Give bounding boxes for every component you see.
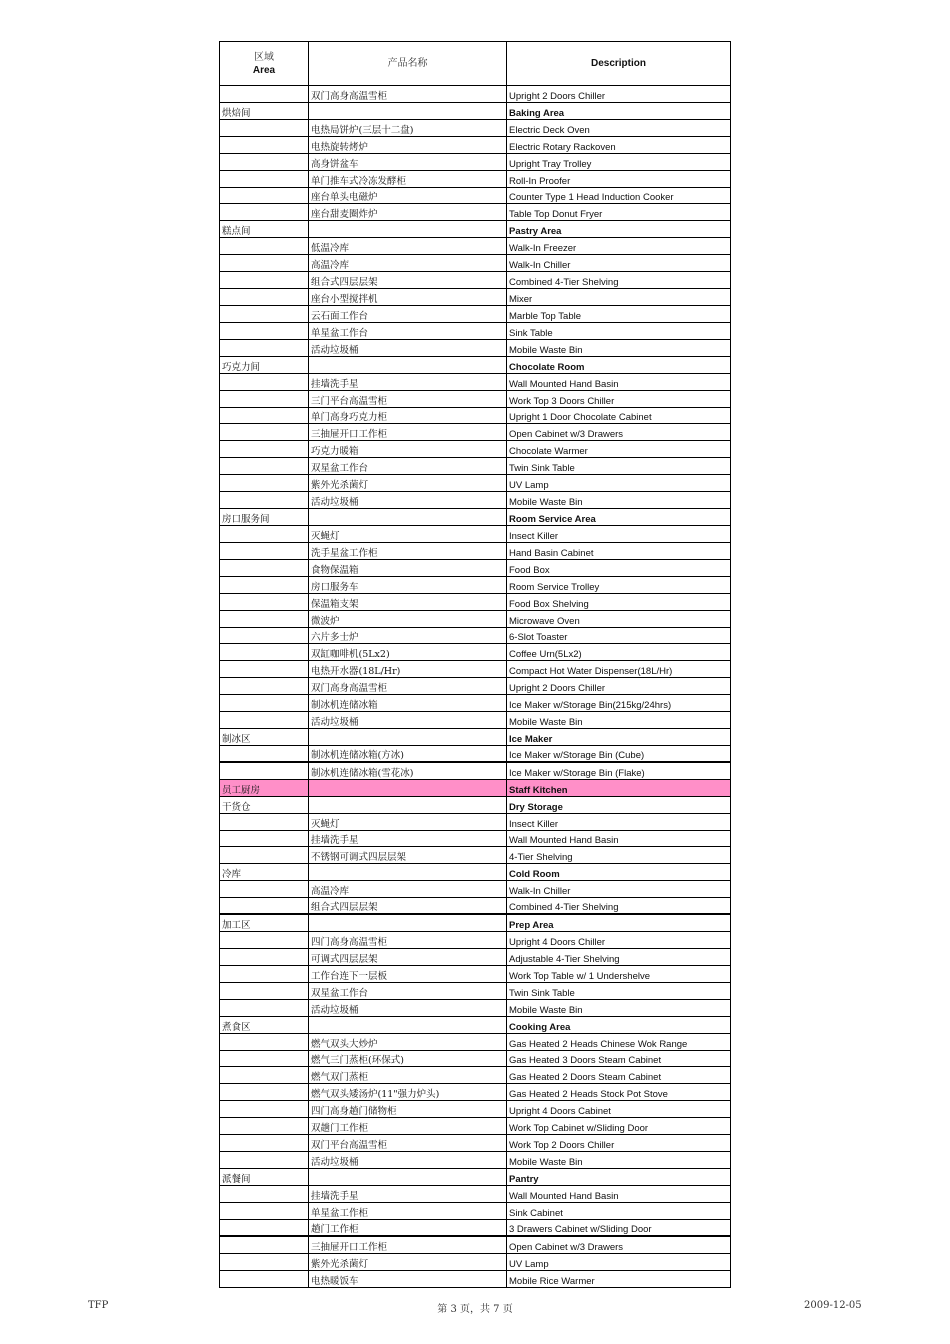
table-row: [220, 594, 730, 611]
area-cell: [220, 1118, 309, 1134]
product-name-cell: 电热旋转烤炉: [309, 137, 507, 153]
area-cell: 巧克力间: [220, 357, 309, 373]
product-name-cell: 单门高身巧克力柜: [309, 408, 507, 424]
table-row: [220, 746, 730, 763]
description-cell: Upright 1 Door Chocolate Cabinet: [509, 412, 652, 424]
table-row: [220, 560, 730, 577]
description-cell: Pantry: [509, 1173, 539, 1185]
section-row: [220, 357, 730, 374]
product-name-cell: [309, 221, 507, 237]
description-cell: Gas Heated 2 Heads Chinese Wok Range: [509, 1038, 688, 1050]
area-cell: [220, 831, 309, 847]
table-row: [220, 458, 730, 475]
section-row: [220, 864, 730, 881]
product-name-cell: [309, 780, 507, 796]
area-cell: [220, 644, 309, 660]
product-name-cell: 座台小型搅拌机: [309, 289, 507, 305]
area-cell: [220, 881, 309, 897]
table-row: [220, 272, 730, 289]
description-cell: Baking Area: [509, 107, 565, 119]
description-cell: Sink Table: [509, 327, 553, 339]
product-name-cell: 活动垃圾桶: [309, 340, 507, 356]
area-cell: [220, 1034, 309, 1050]
area-cell: 糕点间: [220, 221, 309, 237]
table-row: [220, 1135, 730, 1152]
table-row: [220, 289, 730, 306]
area-cell: [220, 272, 309, 288]
table-row: [220, 847, 730, 864]
area-cell: [220, 408, 309, 424]
table-row: [220, 628, 730, 645]
product-name-cell: 六片多士炉: [309, 628, 507, 644]
table-row: [220, 983, 730, 1000]
area-cell: [220, 323, 309, 339]
description-cell: Food Box Shelving: [509, 598, 589, 610]
description-cell: Insect Killer: [509, 530, 559, 542]
product-name-cell: 双星盆工作台: [309, 458, 507, 474]
product-name-cell: 微波炉: [309, 611, 507, 627]
table-row: [220, 1000, 730, 1017]
product-name-cell: 高身饼盆车: [309, 154, 507, 170]
area-cell: 冷库: [220, 864, 309, 880]
product-name-cell: 双门高身高温雪柜: [309, 86, 507, 102]
area-cell: [220, 898, 309, 913]
area-cell: [220, 746, 309, 761]
product-name-cell: 双星盆工作台: [309, 983, 507, 999]
description-cell: Chocolate Warmer: [509, 446, 588, 458]
area-cell: [220, 374, 309, 390]
product-name-cell: 高温冷库: [309, 255, 507, 271]
description-cell: Ice Maker w/Storage Bin (Flake): [509, 767, 645, 779]
product-name-cell: 燃气三门蒸柜(环保式): [309, 1051, 507, 1067]
product-name-cell: 挂墙洗手星: [309, 374, 507, 390]
description-cell: Work Top 3 Doors Chiller: [509, 395, 615, 407]
table-row: [220, 611, 730, 628]
description-cell: Pastry Area: [509, 226, 562, 238]
product-name-cell: 电热局饼炉(三层十二盘): [309, 120, 507, 136]
area-cell: 制冰区: [220, 729, 309, 745]
product-name-cell: 制冰机连储冰箱(方冰): [309, 746, 507, 761]
table-row: [220, 238, 730, 255]
table-row: [220, 171, 730, 188]
table-row: [220, 492, 730, 509]
area-cell: [220, 306, 309, 322]
product-name-cell: 可调式四层层架: [309, 949, 507, 965]
table-row: [220, 644, 730, 661]
description-cell: Upright 2 Doors Chiller: [509, 683, 606, 695]
table-row: [220, 526, 730, 543]
table-row: [220, 1067, 730, 1084]
section-row: [220, 1017, 730, 1034]
area-cell: [220, 86, 309, 102]
section-row: [220, 729, 730, 746]
area-cell: [220, 391, 309, 407]
area-header-en: Area: [252, 64, 276, 76]
section-row: [220, 780, 730, 797]
product-header-zh: 产品名称: [387, 58, 428, 69]
description-cell: Work Top Table w/ 1 Undershelve: [509, 970, 650, 982]
product-name-cell: 电热开水器(18L/Hr): [309, 661, 507, 677]
table-row: [220, 1220, 730, 1237]
description-cell: 6-Slot Toaster: [509, 632, 568, 644]
product-name-cell: [309, 357, 507, 373]
table-row: [220, 408, 730, 425]
section-row: [220, 1169, 730, 1186]
product-name-cell: 挂墙洗手星: [309, 831, 507, 847]
description-cell: Room Service Area: [509, 513, 596, 525]
product-name-cell: 电热暖饭车: [309, 1271, 507, 1288]
description-cell: Wall Mounted Hand Basin: [509, 1190, 619, 1202]
table-row: [220, 120, 730, 137]
description-cell: UV Lamp: [509, 1258, 549, 1270]
table-row: [220, 1237, 730, 1254]
table-row: [220, 255, 730, 272]
product-name-cell: [309, 864, 507, 880]
description-cell: Upright 4 Doors Cabinet: [509, 1106, 611, 1118]
product-name-cell: [309, 103, 507, 119]
area-cell: [220, 424, 309, 440]
description-cell: Walk-In Chiller: [509, 260, 571, 272]
description-cell: Mobile Waste Bin: [509, 344, 583, 356]
area-cell: [220, 475, 309, 491]
table-row: [220, 949, 730, 966]
area-cell: [220, 966, 309, 982]
description-cell: Twin Sink Table: [509, 463, 575, 475]
product-column-header: [309, 42, 507, 85]
table-row: [220, 1084, 730, 1101]
product-name-cell: [309, 1169, 507, 1185]
description-cell: Ice Maker w/Storage Bin(215kg/24hrs): [509, 700, 672, 712]
product-name-cell: 燃气双门蒸柜: [309, 1067, 507, 1083]
description-cell: Wall Mounted Hand Basin: [509, 378, 619, 390]
table-row: [220, 1271, 730, 1288]
description-cell: Ice Maker w/Storage Bin (Cube): [509, 749, 645, 761]
area-cell: [220, 661, 309, 677]
table-row: [220, 881, 730, 898]
description-cell: Wall Mounted Hand Basin: [509, 835, 619, 847]
table-row: [220, 932, 730, 949]
area-cell: [220, 847, 309, 863]
description-column-header: [507, 42, 730, 85]
product-name-cell: 燃气双头矮汤炉(11"强力炉头): [309, 1084, 507, 1100]
product-name-cell: 洗手星盆工作柜: [309, 543, 507, 559]
section-row: [220, 509, 730, 526]
description-cell: Mixer: [509, 293, 533, 305]
area-cell: 派餐间: [220, 1169, 309, 1185]
description-cell: Table Top Donut Fryer: [509, 209, 603, 221]
description-cell: Microwave Oven: [509, 615, 580, 627]
table-row: [220, 475, 730, 492]
table-row: [220, 1203, 730, 1220]
product-name-cell: [309, 797, 507, 813]
description-cell: Cold Room: [509, 869, 560, 881]
description-cell: Twin Sink Table: [509, 987, 575, 999]
table-header: [220, 42, 730, 86]
description-cell: Roll-In Proofer: [509, 175, 571, 187]
footer-date: 2009-12-05: [804, 1300, 862, 1311]
area-column-header: [220, 42, 309, 85]
description-cell: Coffee Urn(5Lx2): [509, 649, 582, 661]
description-cell: Walk-In Freezer: [509, 243, 577, 255]
product-name-cell: 活动垃圾桶: [309, 1000, 507, 1016]
product-name-cell: 三抽屉开口工作柜: [309, 1237, 507, 1253]
description-cell: Cooking Area: [509, 1021, 571, 1033]
area-cell: [220, 137, 309, 153]
section-row: [220, 103, 730, 120]
table-row: [220, 661, 730, 678]
area-cell: [220, 1051, 309, 1067]
description-cell: Compact Hot Water Dispenser(18L/Hr): [509, 666, 673, 678]
table-row: [220, 374, 730, 391]
product-name-cell: 活动垃圾桶: [309, 492, 507, 508]
description-cell: Gas Heated 3 Doors Steam Cabinet: [509, 1055, 662, 1067]
area-cell: [220, 154, 309, 170]
description-cell: Electric Rotary Rackoven: [509, 141, 616, 153]
table-row: [220, 814, 730, 831]
area-cell: [220, 543, 309, 559]
product-name-cell: 灭蝇灯: [309, 526, 507, 542]
area-cell: [220, 678, 309, 694]
area-cell: [220, 340, 309, 356]
table-row: [220, 898, 730, 915]
table-row: [220, 1152, 730, 1169]
description-cell: Mobile Waste Bin: [509, 1004, 583, 1016]
description-cell: UV Lamp: [509, 480, 549, 492]
area-cell: 烘焙间: [220, 103, 309, 119]
product-name-cell: 单星盆工作台: [309, 323, 507, 339]
table-row: [220, 340, 730, 357]
description-cell: Adjustable 4-Tier Shelving: [509, 953, 620, 965]
product-name-cell: 云石面工作台: [309, 306, 507, 322]
table-row: [220, 1034, 730, 1051]
area-cell: 房口服务间: [220, 509, 309, 525]
product-name-cell: 燃气双头大炒炉: [309, 1034, 507, 1050]
section-row: [220, 915, 730, 932]
product-name-cell: 活动垃圾桶: [309, 1152, 507, 1168]
description-cell: Mobile Waste Bin: [509, 717, 583, 729]
description-cell: 4-Tier Shelving: [509, 852, 573, 864]
product-name-cell: 房口服务车: [309, 577, 507, 593]
area-cell: [220, 949, 309, 965]
equipment-table: [219, 41, 731, 1288]
table-row: [220, 306, 730, 323]
area-cell: [220, 526, 309, 542]
area-cell: 干货仓: [220, 797, 309, 813]
product-name-cell: 双门平台高温雪柜: [309, 1135, 507, 1151]
table-row: [220, 966, 730, 983]
product-name-cell: [309, 729, 507, 745]
section-row: [220, 797, 730, 814]
product-name-cell: 巧克力暖箱: [309, 441, 507, 457]
description-cell: 3 Drawers Cabinet w/Sliding Door: [509, 1223, 652, 1235]
table-row: [220, 1118, 730, 1135]
product-name-cell: 低温冷库: [309, 238, 507, 254]
description-cell: Work Top Cabinet w/Sliding Door: [509, 1123, 649, 1135]
area-cell: [220, 1186, 309, 1202]
description-cell: Gas Heated 2 Doors Steam Cabinet: [509, 1072, 662, 1084]
area-cell: [220, 763, 309, 779]
description-cell: Dry Storage: [509, 801, 563, 813]
description-cell: Gas Heated 2 Heads Stock Pot Stove: [509, 1089, 668, 1101]
product-name-cell: 单星盆工作柜: [309, 1203, 507, 1219]
area-cell: [220, 171, 309, 187]
description-cell: Ice Maker: [509, 733, 553, 745]
product-name-cell: 四门高身趟门储物柜: [309, 1101, 507, 1117]
description-cell: Open Cabinet w/3 Drawers: [509, 1241, 624, 1253]
description-cell: Staff Kitchen: [509, 784, 568, 796]
area-cell: [220, 712, 309, 728]
product-name-cell: 双趟门工作柜: [309, 1118, 507, 1134]
product-name-cell: 保温箱支架: [309, 594, 507, 610]
product-name-cell: 紫外光杀菌灯: [309, 475, 507, 491]
product-name-cell: 组合式四层层架: [309, 272, 507, 288]
area-cell: [220, 458, 309, 474]
area-cell: [220, 983, 309, 999]
description-cell: Marble Top Table: [509, 310, 582, 322]
table-row: [220, 441, 730, 458]
description-cell: Mobile Waste Bin: [509, 497, 583, 509]
product-name-cell: 座台甜麦圈炸炉: [309, 204, 507, 220]
description-cell: Sink Cabinet: [509, 1207, 563, 1219]
area-cell: [220, 120, 309, 136]
description-cell: Combined 4-Tier Shelving: [509, 902, 619, 914]
area-cell: [220, 188, 309, 204]
area-cell: [220, 1203, 309, 1219]
table-row: [220, 424, 730, 441]
area-cell: [220, 695, 309, 711]
table-row: [220, 763, 730, 780]
product-name-cell: [309, 509, 507, 525]
area-cell: [220, 628, 309, 644]
description-cell: Mobile Rice Warmer: [509, 1276, 595, 1288]
product-name-cell: 趟门工作柜: [309, 1220, 507, 1235]
table-row: [220, 1186, 730, 1203]
area-cell: 加工区: [220, 915, 309, 931]
table-row: [220, 1101, 730, 1118]
area-cell: [220, 1135, 309, 1151]
table-row: [220, 204, 730, 221]
table-row: [220, 695, 730, 712]
table-row: [220, 1254, 730, 1271]
product-name-cell: 不锈钢可调式四层层架: [309, 847, 507, 863]
section-row: [220, 221, 730, 238]
area-cell: [220, 594, 309, 610]
product-name-cell: [309, 915, 507, 931]
area-cell: [220, 1152, 309, 1168]
table-row: [220, 154, 730, 171]
area-cell: [220, 1237, 309, 1253]
description-cell: Chocolate Room: [509, 361, 585, 373]
description-cell: Counter Type 1 Head Induction Cooker: [509, 192, 674, 204]
description-cell: Prep Area: [509, 920, 554, 932]
description-cell: Insect Killer: [509, 818, 559, 830]
product-name-cell: 三抽屉开口工作柜: [309, 424, 507, 440]
description-cell: Upright Tray Trolley: [509, 158, 592, 170]
product-name-cell: 单门推车式冷冻发酵柜: [309, 171, 507, 187]
table-row: [220, 188, 730, 205]
description-cell: Food Box: [509, 564, 550, 576]
description-cell: Electric Deck Oven: [509, 124, 590, 136]
product-name-cell: 座台单头电磁炉: [309, 188, 507, 204]
product-name-cell: 四门高身高温雪柜: [309, 932, 507, 948]
description-cell: Open Cabinet w/3 Drawers: [509, 429, 624, 441]
footer-left: TFP: [88, 1300, 109, 1311]
product-name-cell: 紫外光杀菌灯: [309, 1254, 507, 1270]
product-name-cell: 制冰机连储冰箱(雪花冰): [309, 763, 507, 779]
product-name-cell: 三门平台高温雪柜: [309, 391, 507, 407]
table-row: [220, 323, 730, 340]
area-cell: [220, 1271, 309, 1288]
description-header-en: Description: [590, 58, 646, 69]
area-cell: [220, 1000, 309, 1016]
area-cell: [220, 1101, 309, 1117]
area-cell: [220, 1067, 309, 1083]
description-cell: Room Service Trolley: [509, 581, 600, 593]
area-cell: [220, 1220, 309, 1235]
area-cell: 员工厨房: [220, 780, 309, 796]
area-cell: [220, 1084, 309, 1100]
description-cell: Walk-In Chiller: [509, 886, 571, 898]
area-cell: [220, 289, 309, 305]
product-name-cell: 活动垃圾桶: [309, 712, 507, 728]
product-name-cell: 制冰机连储冰箱: [309, 695, 507, 711]
product-name-cell: 灭蝇灯: [309, 814, 507, 830]
table-row: [220, 712, 730, 729]
area-cell: [220, 560, 309, 576]
product-name-cell: 挂墙洗手星: [309, 1186, 507, 1202]
area-cell: 煮食区: [220, 1017, 309, 1033]
table-row: [220, 86, 730, 103]
area-cell: [220, 238, 309, 254]
area-cell: [220, 814, 309, 830]
description-cell: Mobile Waste Bin: [509, 1157, 583, 1168]
table-row: [220, 543, 730, 560]
description-cell: Upright 2 Doors Chiller: [509, 90, 606, 102]
area-cell: [220, 932, 309, 948]
description-cell: Upright 4 Doors Chiller: [509, 937, 606, 949]
description-cell: Combined 4-Tier Shelving: [509, 277, 619, 289]
product-name-cell: 工作台连下一层板: [309, 966, 507, 982]
area-cell: [220, 204, 309, 220]
description-cell: Hand Basin Cabinet: [509, 547, 594, 559]
table-row: [220, 1051, 730, 1068]
table-body: [220, 86, 730, 1287]
table-row: [220, 678, 730, 695]
area-cell: [220, 441, 309, 457]
area-cell: [220, 1254, 309, 1270]
table-row: [220, 391, 730, 408]
area-cell: [220, 255, 309, 271]
area-header-zh: 区域: [254, 51, 274, 63]
table-row: [220, 577, 730, 594]
area-cell: [220, 492, 309, 508]
table-row: [220, 831, 730, 848]
product-name-cell: [309, 1017, 507, 1033]
area-cell: [220, 577, 309, 593]
product-name-cell: 组合式四层层架: [309, 898, 507, 913]
product-name-cell: 双门高身高温雪柜: [309, 678, 507, 694]
description-cell: Work Top 2 Doors Chiller: [509, 1140, 615, 1152]
page-number: 第 3 页，共 7 页: [437, 1304, 513, 1315]
area-cell: [220, 611, 309, 627]
product-name-cell: 双缸咖啡机(5Lx2): [309, 644, 507, 660]
product-name-cell: 食物保温箱: [309, 560, 507, 576]
table-row: [220, 137, 730, 154]
product-name-cell: 高温冷库: [309, 881, 507, 897]
